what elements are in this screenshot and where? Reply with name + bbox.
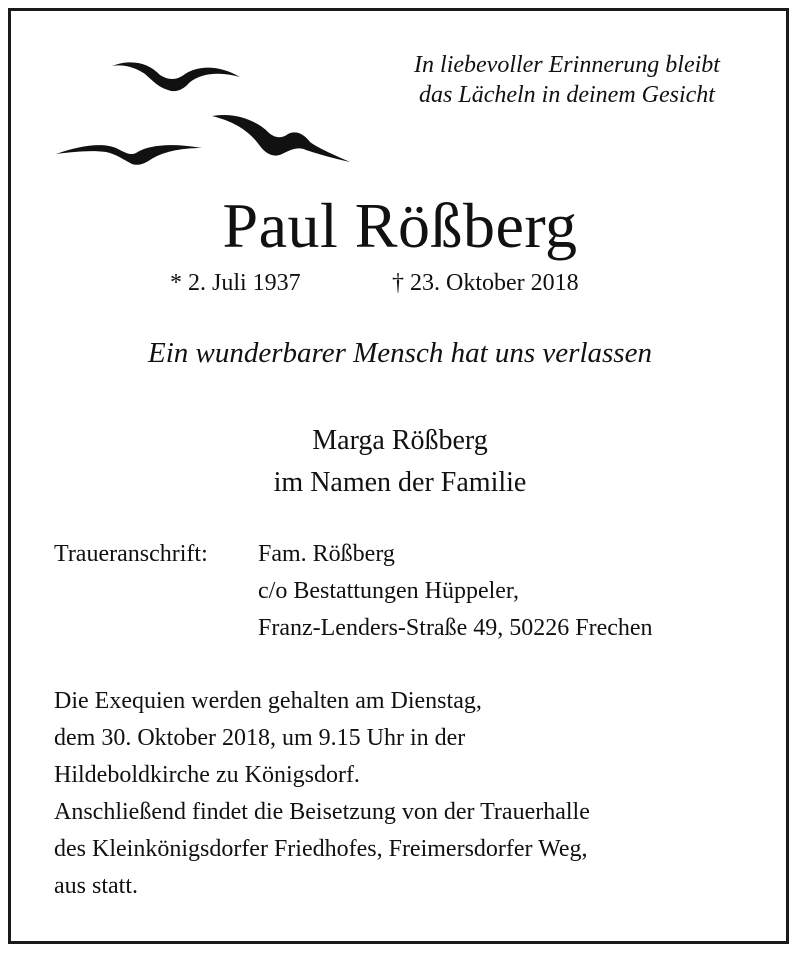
birth-date: * 2. Juli 1937 [170, 270, 301, 296]
family-note: im Namen der Familie [273, 467, 527, 498]
tagline: Ein wunderbarer Mensch hat uns verlassen [148, 337, 652, 369]
address-line: c/o Bestattungen Hüppeler, [258, 578, 519, 604]
address-name: Fam. Rößberg [258, 541, 395, 567]
address-line: Franz-Lenders-Straße 49, 50226 Frechen [258, 615, 653, 641]
death-date: † 23. Oktober 2018 [392, 270, 579, 296]
quote-line: In liebevoller Erinnerung bleibt [414, 52, 720, 78]
service-line: Anschließend findet die Beisetzung von der Trauerhalle [54, 799, 590, 825]
deceased-name: Paul Rößberg [222, 190, 578, 261]
bird-icon [212, 115, 350, 162]
flying-birds-icon [52, 50, 362, 180]
address-label: Traueranschrift: [54, 541, 208, 567]
service-line: Hildeboldkirche zu Königsdorf. [54, 762, 360, 788]
quote-line: das Lächeln in deinem Gesicht [419, 82, 715, 108]
family-signature [0, 420, 800, 504]
bird-icon [56, 145, 202, 165]
service-details [54, 683, 764, 905]
service-line: Die Exequien werden gehalten am Dienstag, [54, 688, 482, 714]
service-line: des Kleinkönigsdorfer Friedhofes, Freimersdorfer Weg, [54, 836, 588, 862]
memorial-quote [392, 50, 742, 110]
service-line: aus statt. [54, 873, 138, 899]
bird-icon [112, 62, 240, 91]
service-line: dem 30. Oktober 2018, um 9.15 Uhr in der [54, 725, 466, 751]
family-member: Marga Rößberg [312, 425, 488, 456]
